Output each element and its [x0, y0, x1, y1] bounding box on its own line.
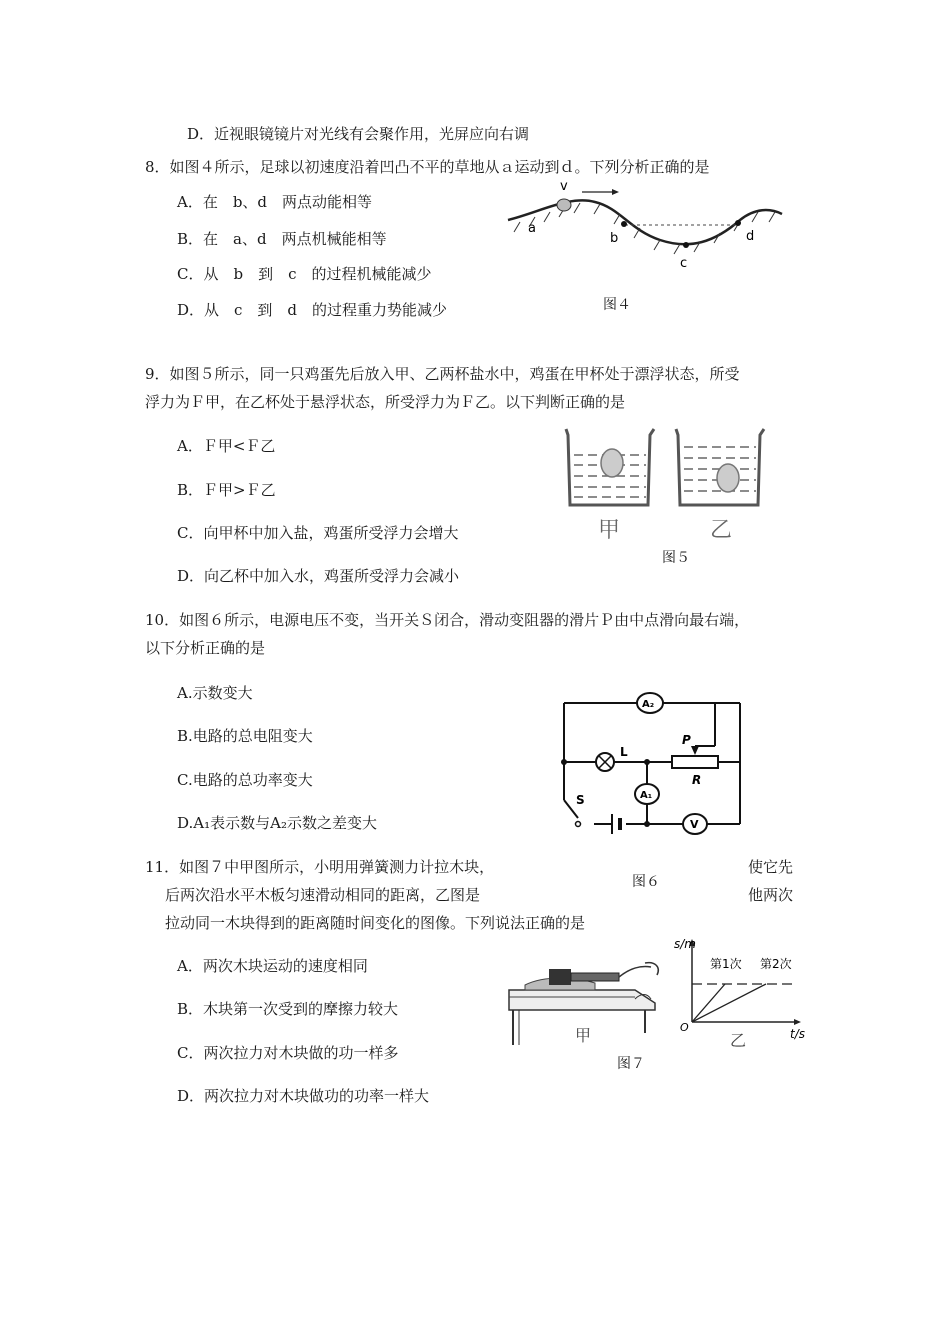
q11-option-a: A．两次木块运动的速度相同 [177, 957, 368, 975]
q11-graph-origin: O [680, 1021, 689, 1034]
q8-option-b: B．在 a、d 两点机械能相等 [177, 230, 387, 248]
q11-option-d: D．两次拉力对木块做功的功率一样大 [177, 1087, 430, 1105]
q10-option-c: C.电路的总功率变大 [177, 771, 313, 789]
q11-graph-y-axis: s/m [674, 937, 696, 951]
q11-stem-line3: 拉动同一木块得到的距离随时间变化的图像。下列说法正确的是 [165, 914, 586, 932]
q10-label-l: L [620, 745, 628, 759]
q8-label-a: a [528, 221, 536, 236]
q8-stem: 8．如图４所示，足球以初速度沿着凹凸不平的草地从ａ运动到ｄ。下列分析正确的是 [145, 158, 710, 176]
q9-option-d: D．向乙杯中加入水，鸡蛋所受浮力会减小 [177, 567, 460, 585]
q8-figure-terrain [500, 170, 800, 270]
q9-figure-caption: 图５ [662, 550, 690, 566]
q10-option-d: D.A₁表示数与A₂示数之差变大 [177, 814, 377, 832]
q10-stem-line1: 10．如图６所示，电源电压不变，当开关Ｓ闭合，滑动变阻器的滑片Ｐ由中点滑向最右端， [145, 611, 750, 629]
q11-fig-left-label: 甲 [575, 1026, 592, 1045]
q9-option-b: B．Ｆ甲>Ｆ乙 [177, 481, 276, 499]
q8-figure-caption: 图４ [603, 297, 631, 313]
q8-option-d: D．从 c 到 d 的过程重力势能减少 [177, 301, 448, 319]
q10-figure-caption: 图６ [632, 874, 660, 890]
q11-stem-line1-b: 使它先 [748, 858, 794, 876]
q8-label-d: d [746, 229, 755, 244]
q8-label-v: v [560, 179, 568, 194]
q10-label-p: P [682, 733, 691, 747]
q11-graph-series1: 第1次 [710, 957, 742, 971]
q11-graph-x-axis: t/s [790, 1027, 805, 1041]
q9-cup-left-label: 甲 [598, 518, 621, 543]
q8-option-c: C．从 b 到 c 的过程机械能减少 [177, 265, 432, 283]
q8-label-c: c [680, 256, 688, 271]
q11-stem-line2-b: 他两次 [748, 886, 794, 904]
q7-option-d: D．近视眼镜镜片对光线有会聚作用，光屏应向右调 [187, 125, 530, 143]
q11-option-c: C．两次拉力对木块做的功一样多 [177, 1044, 399, 1062]
q11-figure-graph [668, 938, 818, 1048]
q9-cup-right-label: 乙 [710, 518, 733, 543]
q10-label-v: V [690, 818, 699, 831]
q11-graph-series2: 第2次 [760, 957, 792, 971]
q10-option-b: B.电路的总电阻变大 [177, 727, 313, 745]
q11-fig-right-label: 乙 [730, 1031, 747, 1050]
q11-stem-line1-a: 11．如图７中甲图所示，小明用弹簧测力计拉木块， [145, 858, 495, 876]
q10-label-s: S [576, 793, 585, 807]
q11-stem-line2-a: 后两次沿水平木板匀速滑动相同的距离，乙图是 [165, 886, 481, 904]
q8-label-b: b [610, 231, 619, 246]
q8-option-a: A．在 b、d 两点动能相等 [177, 193, 373, 211]
q11-figure-caption: 图７ [617, 1056, 645, 1072]
q9-option-c: C．向甲杯中加入盐，鸡蛋所受浮力会增大 [177, 524, 459, 542]
q11-option-b: B．木块第一次受到的摩擦力较大 [177, 1000, 399, 1018]
q10-label-a2: A₂ [642, 699, 655, 710]
q9-option-a: A．Ｆ甲<Ｆ乙 [177, 437, 276, 455]
q9-stem-line1: 9．如图５所示，同一只鸡蛋先后放入甲、乙两杯盐水中，鸡蛋在甲杯处于漂浮状态，所受 [145, 365, 740, 383]
q10-option-a: A.示数变大 [177, 684, 253, 702]
q9-stem-line2: 浮力为Ｆ甲，在乙杯处于悬浮状态，所受浮力为Ｆ乙。以下判断正确的是 [145, 393, 626, 411]
q10-figure-circuit [550, 688, 750, 838]
q10-stem-line2: 以下分析正确的是 [145, 639, 266, 657]
q10-label-r: R [692, 773, 702, 787]
q10-label-a1: A₁ [640, 790, 653, 801]
q9-figure-cups [560, 425, 780, 545]
q11-figure-table [505, 955, 665, 1045]
